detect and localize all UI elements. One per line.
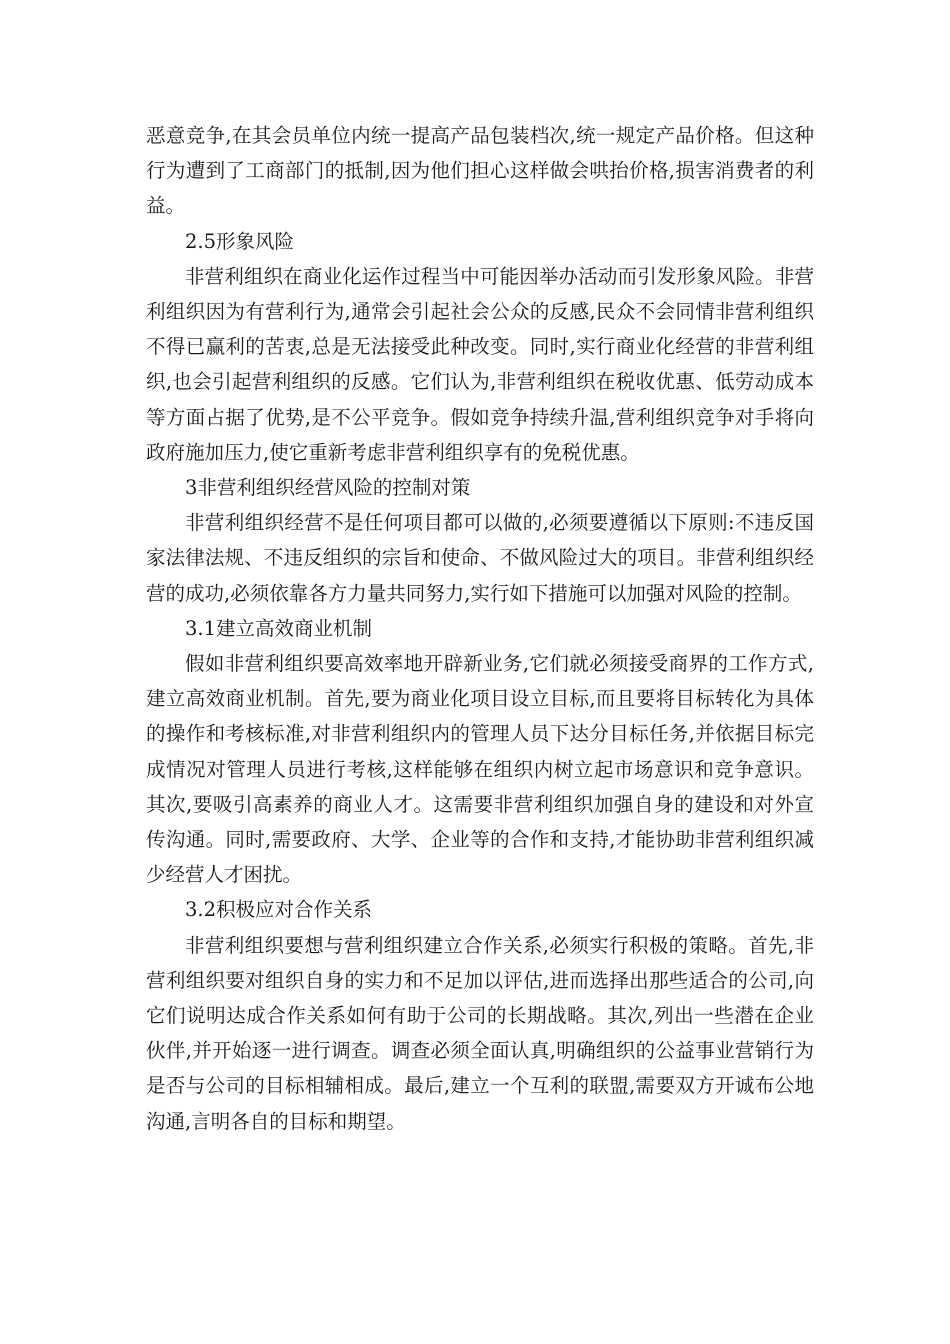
section-heading-3-1: 3.1建立高效商业机制 (185, 616, 373, 640)
paragraph-image-risk: 非营利组织在商业化运作过程当中可能因举办活动而引发形象风险。非营利组织因为有营利行为,通常会引起社会公众的反感,民众不会同情非营利组织不得已赢利的苦衷,总是无法接受此种改变。同时,实行商业化经营的非营利组织,也会引起营利组织的反感。它们认为,非营利组织在税收优惠、低劳动成本等方面占据了优势,是不公平竞争。假如竞争持续升温,营利组织竞争对手将向政府施加压力,使它重新考虑非营利组织享有的免税优惠。 (146, 264, 814, 464)
paragraph-continuation: 恶意竞争,在其会员单位内统一提高产品包装档次,统一规定产品价格。但这种行为遭到了工商部门的抵制,因为他们担心这样做会哄抬价格,损害消费者的利益。 (146, 124, 814, 218)
section-heading-3: 3非营利组织经营风险的控制对策 (185, 476, 471, 500)
section-heading-2-5: 2.5形象风险 (185, 229, 295, 253)
section-heading-3-2: 3.2积极应对合作关系 (185, 898, 373, 922)
paragraph-control-principles: 非营利组织经营不是任何项目都可以做的,必须要遵循以下原则:不违反国家法律法规、不违反组织的宗旨和使命、不做风险过大的项目。非营利组织经营的成功,必须依靠各方力量共同努力,实行如下措施可以加强对风险的控制。 (146, 511, 814, 605)
paragraph-business-mechanism: 假如非营利组织要高效率地开辟新业务,它们就必须接受商界的工作方式,建立高效商业机制。首先,要为商业化项目设立目标,而且要将目标转化为具体的操作和考核标准,对非营利组织内的管理人员下达分目标任务,并依据目标完成情况对管理人员进行考核,这样能够在组织内树立起市场意识和竞争意识。其次,要吸引高素养的商业人才。这需要非营利组织加强自身的建设和对外宣传沟通。同时,需要政府、大学、企业等的合作和支持,才能协助非营利组织减少经营人才困扰。 (146, 652, 814, 887)
paragraph-cooperation: 非营利组织要想与营利组织建立合作关系,必须实行积极的策略。首先,非营利组织要对组织自身的实力和不足加以评估,进而选择出那些适合的公司,向它们说明达成合作关系如何有助于公司的长期战略。其次,列出一些潜在企业伙伴,并开始逐一进行调查。调查必须全面认真,明确组织的公益事业营销行为是否与公司的目标相辅相成。最后,建立一个互利的联盟,需要双方开诚布公地沟通,言明各自的目标和期望。 (146, 933, 814, 1133)
document-page (146, 118, 814, 1139)
